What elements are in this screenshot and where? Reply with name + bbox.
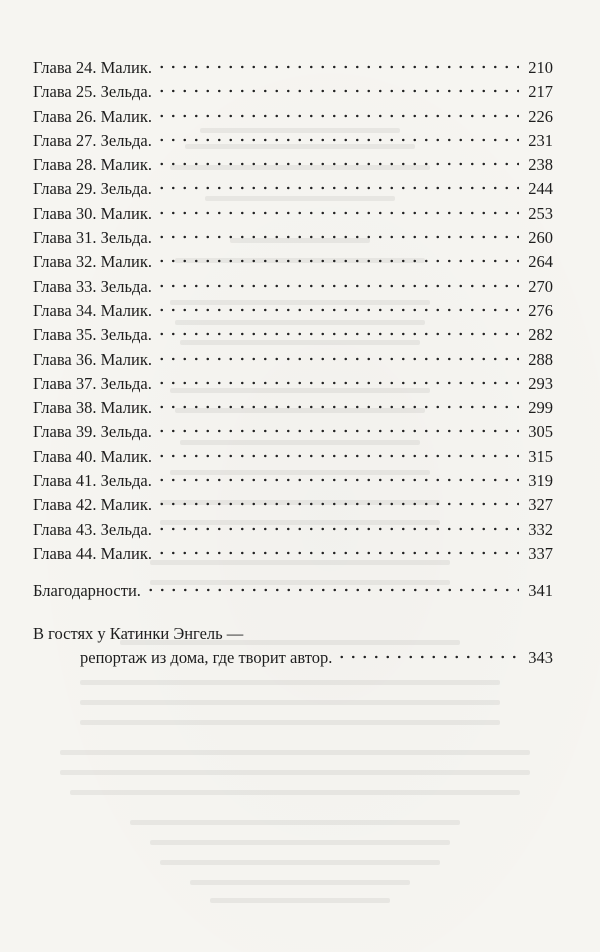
toc-entry-page-number: 282 xyxy=(528,325,553,345)
toc-entry-page-number: 293 xyxy=(528,373,553,393)
toc-entry-chapter[interactable] xyxy=(33,420,553,444)
dot-leader xyxy=(156,65,519,69)
toc-entry-title: Глава 31. Зельда. xyxy=(33,228,152,248)
toc-entry-title-line-2: репортаж из дома, где творит автор. xyxy=(80,647,333,667)
dot-leader xyxy=(156,308,519,312)
toc-entry-chapter[interactable] xyxy=(33,542,553,566)
toc-entry-page-number: 244 xyxy=(528,179,553,199)
dot-leader xyxy=(156,527,519,531)
toc-entry-chapter[interactable] xyxy=(33,226,553,250)
toc-entry-title: Глава 39. Зельда. xyxy=(33,422,152,442)
toc-entry-page-number: 319 xyxy=(528,471,553,491)
toc-entry-page-number: 270 xyxy=(528,276,553,296)
toc-entry-title: Глава 33. Зельда. xyxy=(33,276,152,296)
dot-leader xyxy=(156,284,519,288)
dot-leader xyxy=(156,138,519,142)
dot-leader xyxy=(156,186,519,190)
toc-entry-page-number: 315 xyxy=(528,446,553,466)
dot-leader xyxy=(156,162,519,166)
chapter-list xyxy=(33,56,553,566)
toc-entry-line-2 xyxy=(33,646,553,670)
toc-entry-title: Глава 41. Зельда. xyxy=(33,471,152,491)
toc-entry-page-number: 238 xyxy=(528,155,553,175)
dot-leader xyxy=(156,357,519,361)
toc-entry-page-number: 264 xyxy=(528,252,553,272)
toc-entry-page-number: 231 xyxy=(528,130,553,150)
toc-entry-chapter[interactable] xyxy=(33,299,553,323)
dot-leader xyxy=(156,478,519,482)
toc-entry-page-number: 327 xyxy=(528,495,553,515)
dot-leader xyxy=(156,454,519,458)
toc-entry-title: Благодарности. xyxy=(33,581,141,601)
toc-entry-title: Глава 42. Малик. xyxy=(33,495,152,515)
toc-entry-page-number: 210 xyxy=(528,58,553,77)
dot-leader xyxy=(156,405,519,409)
toc-entry-title: Глава 28. Малик. xyxy=(33,155,152,175)
dot-leader xyxy=(156,332,519,336)
toc-entry-chapter[interactable] xyxy=(33,153,553,177)
dot-leader xyxy=(336,655,519,659)
toc-entry-interview[interactable] xyxy=(33,622,553,671)
toc-entry-chapter[interactable] xyxy=(33,493,553,517)
toc-entry-title: Глава 27. Зельда. xyxy=(33,130,152,150)
toc-entry-chapter[interactable] xyxy=(33,396,553,420)
toc-entry-chapter[interactable] xyxy=(33,518,553,542)
toc-entry-chapter[interactable] xyxy=(33,80,553,104)
toc-entry-title: Глава 44. Малик. xyxy=(33,543,152,563)
dot-leader xyxy=(156,259,519,263)
toc-entry-title: Глава 24. Малик. xyxy=(33,58,152,77)
dot-leader xyxy=(156,381,519,385)
toc-entry-page-number: 226 xyxy=(528,106,553,126)
toc-entry-chapter[interactable] xyxy=(33,105,553,129)
dot-leader xyxy=(156,211,519,215)
dot-leader xyxy=(156,429,519,433)
toc-entry-title: Глава 43. Зельда. xyxy=(33,519,152,539)
toc-entry-title: Глава 40. Малик. xyxy=(33,446,152,466)
toc-entry-title: Глава 38. Малик. xyxy=(33,398,152,418)
toc-entry-chapter[interactable] xyxy=(33,469,553,493)
toc-entry-title: Глава 37. Зельда. xyxy=(33,373,152,393)
table-of-contents xyxy=(33,56,553,670)
toc-entry-title-line-1: В гостях у Катинки Энгель — xyxy=(33,623,244,643)
toc-entry-page-number: 217 xyxy=(528,82,553,102)
dot-leader xyxy=(156,502,519,506)
toc-entry-title: Глава 25. Зельда. xyxy=(33,82,152,102)
toc-entry-page-number: 341 xyxy=(528,581,553,601)
toc-entry-title: Глава 35. Зельда. xyxy=(33,325,152,345)
toc-entry-page-number: 276 xyxy=(528,300,553,320)
toc-entry-chapter[interactable] xyxy=(33,177,553,201)
toc-entry-chapter[interactable] xyxy=(33,202,553,226)
toc-entry-page-number: 337 xyxy=(528,543,553,563)
dot-leader xyxy=(156,89,519,93)
toc-entry-title: Глава 36. Малик. xyxy=(33,349,152,369)
toc-entry-chapter[interactable] xyxy=(33,129,553,153)
toc-entry-page-number: 305 xyxy=(528,422,553,442)
toc-entry-chapter[interactable] xyxy=(33,323,553,347)
toc-entry-page-number: 299 xyxy=(528,398,553,418)
toc-entry-chapter[interactable] xyxy=(33,275,553,299)
dot-leader xyxy=(156,114,519,118)
toc-entry-chapter[interactable] xyxy=(33,372,553,396)
toc-entry-page-number: 332 xyxy=(528,519,553,539)
toc-entry-chapter[interactable] xyxy=(33,56,553,80)
toc-entry-page-number: 253 xyxy=(528,203,553,223)
toc-entry-page-number: 260 xyxy=(528,228,553,248)
toc-entry-title: Глава 29. Зельда. xyxy=(33,179,152,199)
toc-entry-title: Глава 32. Малик. xyxy=(33,252,152,272)
dot-leader xyxy=(156,235,519,239)
toc-entry-title: Глава 34. Малик. xyxy=(33,300,152,320)
toc-entry-chapter[interactable] xyxy=(33,445,553,469)
toc-entry-title: Глава 30. Малик. xyxy=(33,203,152,223)
toc-entry-title: Глава 26. Малик. xyxy=(33,106,152,126)
dot-leader xyxy=(156,551,519,555)
toc-entry-page-number: 343 xyxy=(528,647,553,667)
toc-entry-page-number: 288 xyxy=(528,349,553,369)
toc-entry-chapter[interactable] xyxy=(33,348,553,372)
toc-entry-chapter[interactable] xyxy=(33,250,553,274)
dot-leader xyxy=(145,588,519,592)
toc-entry-acknowledgements[interactable] xyxy=(33,579,553,603)
